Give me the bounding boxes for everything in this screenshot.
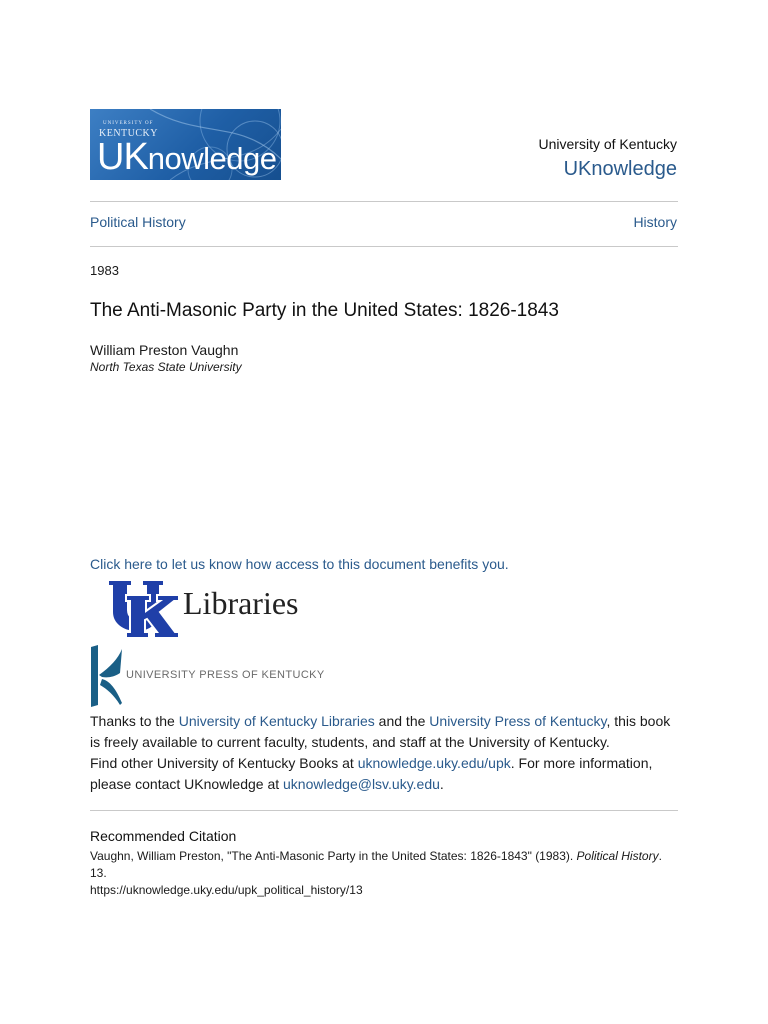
uk-press-link[interactable]: University Press of Kentucky xyxy=(429,713,607,729)
benefit-feedback-link[interactable]: Click here to let us know how access to this document benefits you. xyxy=(90,556,509,572)
uk-libraries-link[interactable]: University of Kentucky Libraries xyxy=(178,713,375,729)
publication-year: 1983 xyxy=(90,263,119,278)
collection-link-political-history[interactable]: Political History xyxy=(90,214,186,230)
repository-link[interactable]: UKnowledge xyxy=(563,158,677,180)
logo-uknowledge-wordmark: UKnowledge xyxy=(97,136,277,178)
contact-email-link[interactable]: uknowledge@lsv.uky.edu xyxy=(283,776,440,792)
upk-books-link[interactable]: uknowledge.uky.edu/upk xyxy=(357,755,511,771)
author-affiliation: North Texas State University xyxy=(90,360,242,374)
uknowledge-logo[interactable] xyxy=(90,109,281,180)
logo-university-wordmark: UNIVERSITY OF KENTUCKY xyxy=(99,121,158,139)
divider xyxy=(90,810,678,811)
author-name: William Preston Vaughn xyxy=(90,342,239,358)
institution-name: University of Kentucky xyxy=(538,136,677,152)
divider xyxy=(90,201,678,202)
citation-text: Vaughn, William Preston, "The Anti-Masonic Party in the United States: 1826-1843" (1983). Political History. 13. https://uknowledge.uky.edu/upk_political_history/13 xyxy=(90,848,680,899)
libraries-wordmark: Libraries xyxy=(183,585,299,621)
access-statement: Thanks to the University of Kentucky Libraries and the University Press of Kentucky, this book is freely available to current faculty, students, and staff at the University of Kentucky. Find other University of Kentucky Books at uknowledge.uky.edu/upk. For more information, please contact UKnowledge at uknowledge@lsv.uky.edu. xyxy=(90,713,671,792)
press-wordmark: UNIVERSITY PRESS OF KENTUCKY xyxy=(126,669,325,681)
citation-url: https://uknowledge.uky.edu/upk_political_history/13 xyxy=(90,883,363,897)
citation-heading: Recommended Citation xyxy=(90,828,237,844)
divider xyxy=(90,246,678,247)
document-title: The Anti-Masonic Party in the United States: 1826-1843 xyxy=(90,300,559,321)
collection-link-history[interactable]: History xyxy=(633,214,677,230)
